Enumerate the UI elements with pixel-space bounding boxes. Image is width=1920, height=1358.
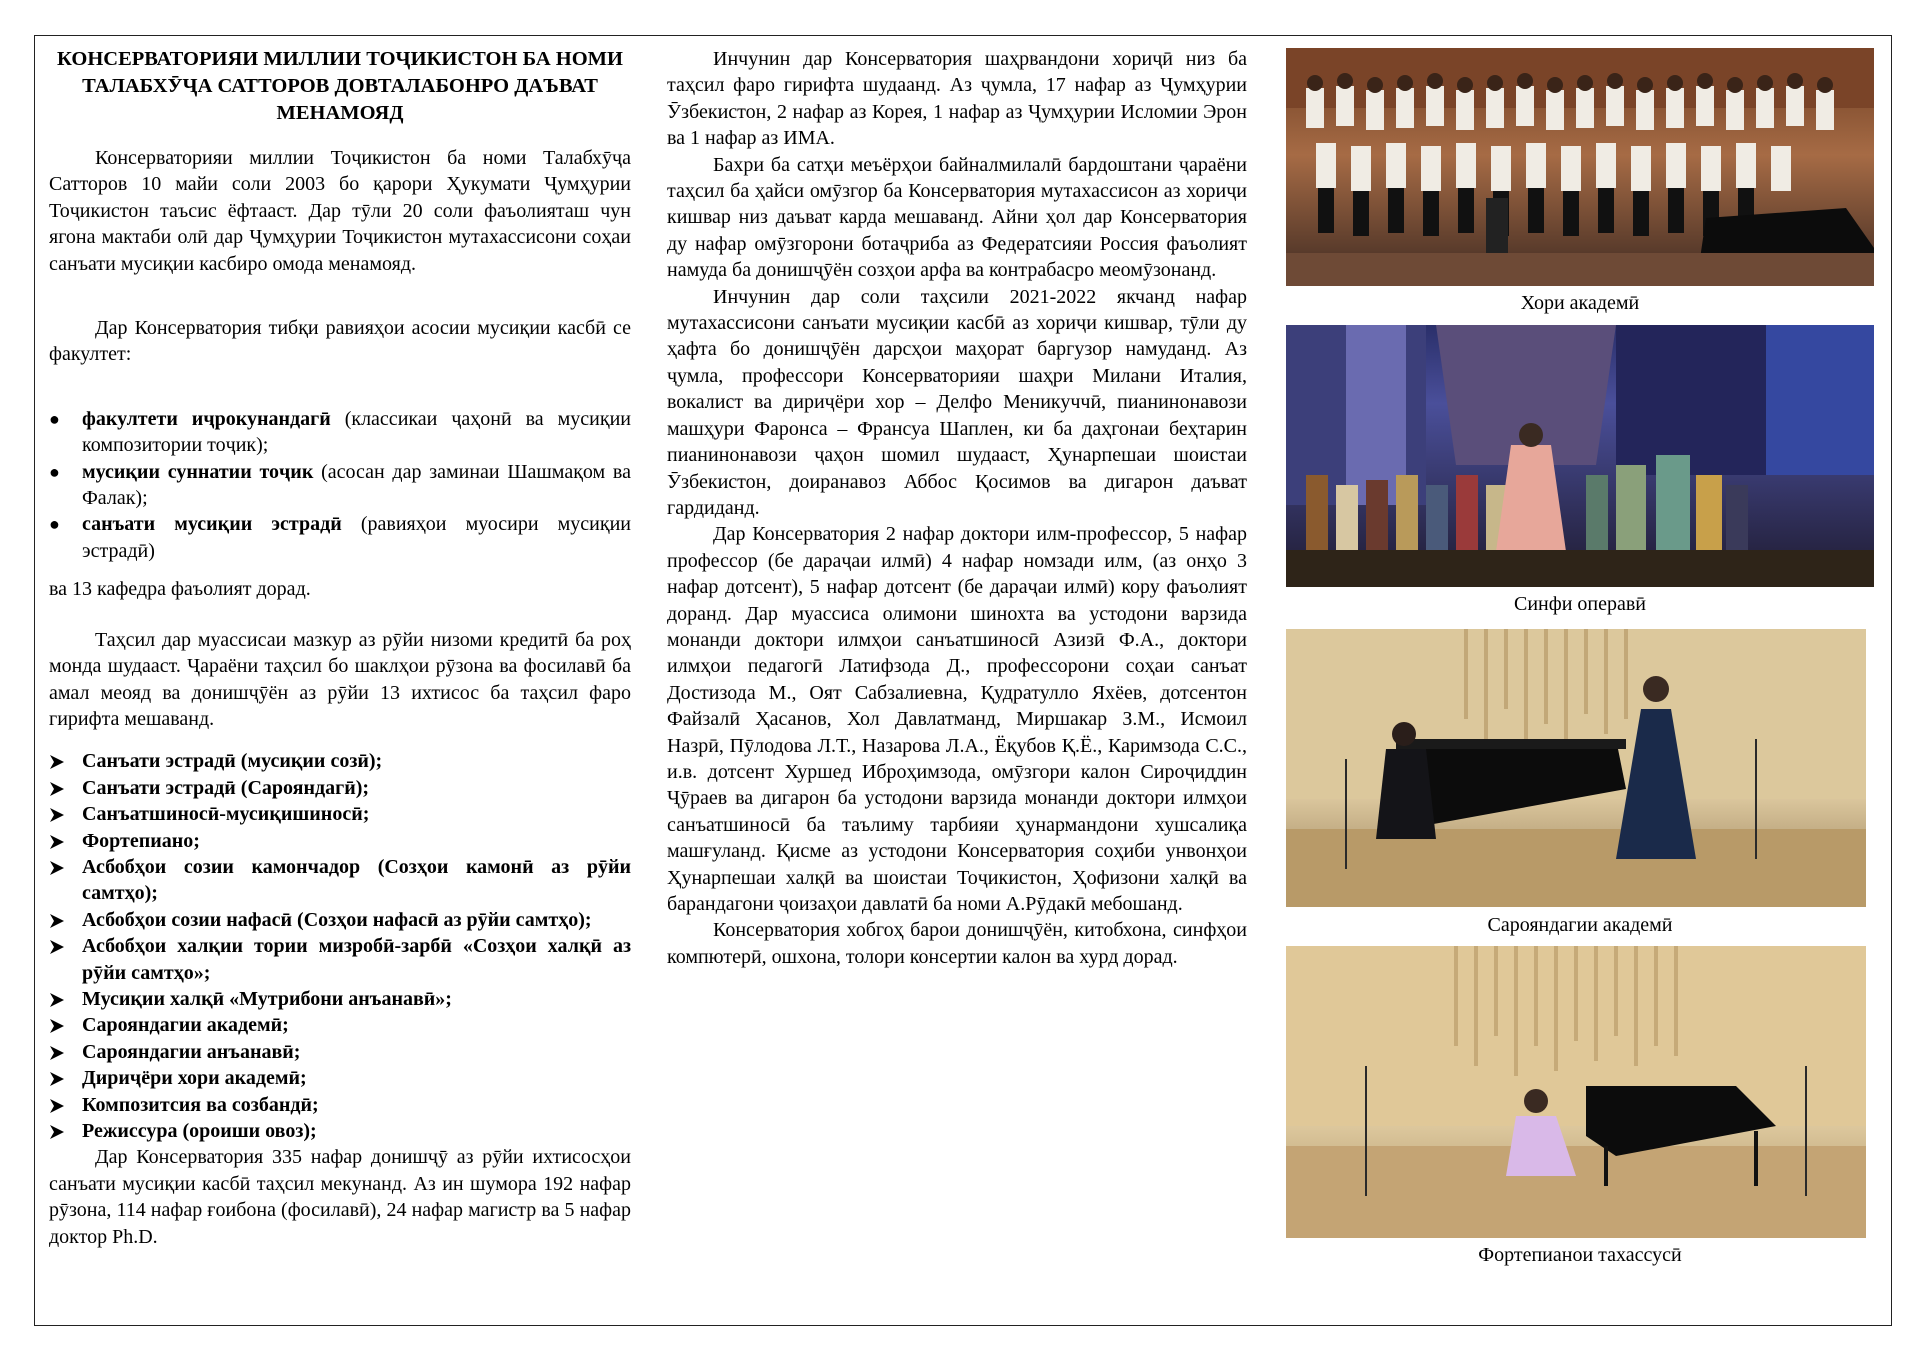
masterclass-paragraph: Инчунин дар соли таҳсили 2021-2022 якчанд нафар мутахассисони санъати мусиқии касбӣ аз хориҷи кишвар, тӯли ду ҳафта бо донишҷӯён дарсҳои маҳорат баргузор намуданд. Аз ҷумла, профессори Консерваторияи шаҳри Милани Италия, вокалист ва дириҷёри хор – Делфо Меникуччӣ, пианинонавози машҳури Фаронса – Франсуа Шаплен, ки ба даҳгонаи беҳтарин пианинонавози ҷаҳон шомил шудааст, Ҳунарпешаи шоистаи Ӯзбекистон, доиранавоз Аббос Қосимов ва дигарон даъват гардиданд.	[667, 285, 1247, 519]
faculties-intro: Дар Консерватория тибқи равияҳои асосии мусиқии касбӣ се факултет:	[49, 317, 631, 366]
faculties-outro: ва 13 кафедра фаъолият дорад.	[49, 578, 311, 601]
photo-caption: Сарояндагии академӣ	[1487, 914, 1673, 936]
photo-caption: Хори академӣ	[1520, 292, 1640, 314]
arrow-bullet-icon	[49, 1124, 65, 1140]
arrow-bullet-icon	[49, 1071, 65, 1087]
singer-photo	[1286, 629, 1866, 907]
opera-photo	[1286, 325, 1874, 587]
foreign-students-paragraph: Инчунин дар Консерватория шаҳрвандони хориҷӣ низ ба таҳсил фаро гирифта шудаанд. Аз ҷумла, 17 нафар аз Ҷумҳурии Ӯзбекистон, 2 нафар аз Корея, 1 нафар аз Ҷумҳурии Исломии Эрон ва 1 нафар аз ИМА.	[667, 48, 1247, 150]
list-item: Асбобҳои созии камончадор (Созҳои камонӣ аз рӯйи самтҳо);	[49, 854, 631, 907]
arrow-bullet-icon	[49, 754, 65, 770]
arrow-bullet-icon	[49, 1098, 65, 1114]
photo-caption: Фортепианои тахассусӣ	[1478, 1244, 1682, 1266]
bullet-icon: ●	[49, 461, 60, 482]
students-paragraph: Дар Консерватория 335 нафар донишҷӯ аз рӯйи ихтисосҳои санъати мусиқии касбӣ таҳсил мекунанд. Аз ин шумора 192 нафар рӯзона, 114 нафар ғоибона (фосилавӣ), 24 нафар магистр ва 5 нафар доктор Ph.D.	[49, 1146, 631, 1248]
list-item: Санъати эстрадӣ (Сарояндагӣ);	[49, 775, 631, 801]
choir-photo	[1286, 48, 1874, 286]
faculty-staff-paragraph: Дар Консерватория 2 нафар доктори илм-профессор, 5 нафар профессор (бе дараҷаи илмӣ) 4 нафар номзади илм, (аз онҳо 3 нафар дотсент), 5 нафар дотсент (бе дараҷаи илмӣ) кору фаъолият доранд. Дар муассиса олимони шинохта ва устодони варзида монанди доктори илмҳои санъатшиносӣ Азизӣ Ф.А., доктори илмҳои педагогӣ Латифзода Д., профессорони соҳаи санъат Достизода М., Оят Сабзалиевна, Қудратулло Яхёев, дотсентон Файзалӣ Ҳасанов, Хол Давлатманд, Миршакар З.М., Исмоил Назрӣ, Пӯлодова Л.Т., Назарова Л.А., Ёқубов Қ.Ё., Каримзода С.С., и.в. дотсент Хуршед Иброҳимзода, омӯзгори калон Сироҷиддин Ҷӯраев ва дигарон ба устодони варзида монанди доктори илмҳои санъатшиносӣ ба таълиму тарбияи ҳунармандони хушсалиқа машғуланд. Қисме аз устодони Консерватория соҳиби унвонҳои Ҳунарпешаи халқӣ ва шоистаи Тоҷикистон, Ҳофизони халқӣ ва барандагони ҷоизаҳои давлатӣ ба номи А.Рӯдакӣ мебошанд.	[667, 523, 1247, 915]
list-item: ● мусиқии суннатии тоҷик (асосан дар заминаи Шашмақом ва Фалак);	[49, 460, 631, 510]
foreign-teachers-paragraph: Бахри ба сатҳи меъёрҳои байналмилалӣ бардоштани ҷараёни таҳсил ба ҳайси омӯзгор ба Консерватория мутахассисон аз хориҷи кишвар низ даъват карда мешаванд. Айни ҳол дар Консерватория ду нафар омӯзгорони ботаҷриба аз Федератсияи Россия фаъолият намуда ба донишҷӯён созҳои арфа ва контрабасро меомӯзонанд.	[667, 153, 1247, 282]
column-photos	[1286, 46, 1874, 1306]
column-middle	[667, 46, 1247, 970]
bullet-icon: ●	[49, 408, 60, 429]
list-item: Сарояндагии академӣ;	[49, 1012, 631, 1038]
list-item: Фортепиано;	[49, 828, 631, 854]
list-item: Сарояндагии анъанавӣ;	[49, 1039, 631, 1065]
arrow-bullet-icon	[49, 1045, 65, 1061]
arrow-bullet-icon	[49, 807, 65, 823]
list-item: Режиссура (ороиши овоз);	[49, 1118, 631, 1144]
arrow-bullet-icon	[49, 913, 65, 929]
page-title: КОНСЕРВАТОРИЯИ МИЛЛИИ ТОҶИКИСТОН БА НОМИ ТАЛАБХӮҶА САТТОРОВ ДОВТАЛАБОНРО ДАЪВАТ МЕНАМОЯД	[57, 48, 623, 124]
arrow-bullet-icon	[49, 939, 65, 955]
photo-caption: Синфи операвӣ	[1513, 593, 1646, 615]
list-item: Санъатшиносӣ-мусиқишиносӣ;	[49, 801, 631, 827]
education-paragraph: Таҳсил дар муассисаи мазкур аз рӯйи низоми кредитӣ ба роҳ монда шудааст. Ҷараёни таҳсил бо шаклҳои рӯзона ва фосилавӣ ба амал меояд ва донишҷӯён аз рӯйи 13 ихтисос ба таҳсил фаро гирифта мешаванд.	[49, 628, 631, 730]
arrow-bullet-icon	[49, 1018, 65, 1034]
list-item: Композитсия ва созбандӣ;	[49, 1092, 631, 1118]
specialties-list	[49, 748, 631, 1144]
piano-photo	[1286, 946, 1866, 1238]
bullet-icon: ●	[49, 514, 60, 535]
arrow-bullet-icon	[49, 781, 65, 797]
list-item: Санъати эстрадӣ (мусиқии созӣ);	[49, 748, 631, 774]
list-item: Асбобҳои халқии тории мизробӣ-зарбӣ «Созҳои халқӣ аз рӯйи самтҳо»;	[49, 933, 631, 986]
faculties-list	[49, 406, 631, 564]
list-item: ● санъати мусиқии эстрадӣ (равияҳои муосири мусиқии эстрадӣ)	[49, 513, 632, 562]
list-item: ● факултети иҷрокунандагӣ (классикаи ҷаҳонӣ ва мусиқии композитории тоҷик);	[49, 407, 631, 457]
intro-paragraph: Консерваторияи миллии Тоҷикистон ба номи Талабхӯҷа Сатторов 10 майи соли 2003 бо қарори Ҳукумати Ҷумҳурии Тоҷикистон таъсис ёфтааст. Дар тӯли 20 соли фаъолияташ чун ягона мактаби олӣ дар Ҷумҳурии Тоҷикистон мутахассисони соҳаи санъати мусиқии касбиро омода менамояд.	[49, 147, 631, 275]
column-left	[49, 46, 631, 1250]
facilities-paragraph: Консерватория хобгоҳ барои донишҷӯён, китобхона, синфҳои компютерӣ, ошхона, толори консертии калон ва хурд дорад.	[667, 919, 1247, 968]
list-item: Дириҷёри хори академӣ;	[49, 1065, 631, 1091]
list-item: Асбобҳои созии нафасӣ (Созҳои нафасӣ аз рӯйи самтҳо);	[49, 907, 631, 933]
arrow-bullet-icon	[49, 992, 65, 1008]
list-item: Мусиқии халқӣ «Мутрибони анъанавӣ»;	[49, 986, 631, 1012]
arrow-bullet-icon	[49, 860, 65, 876]
arrow-bullet-icon	[49, 834, 65, 850]
